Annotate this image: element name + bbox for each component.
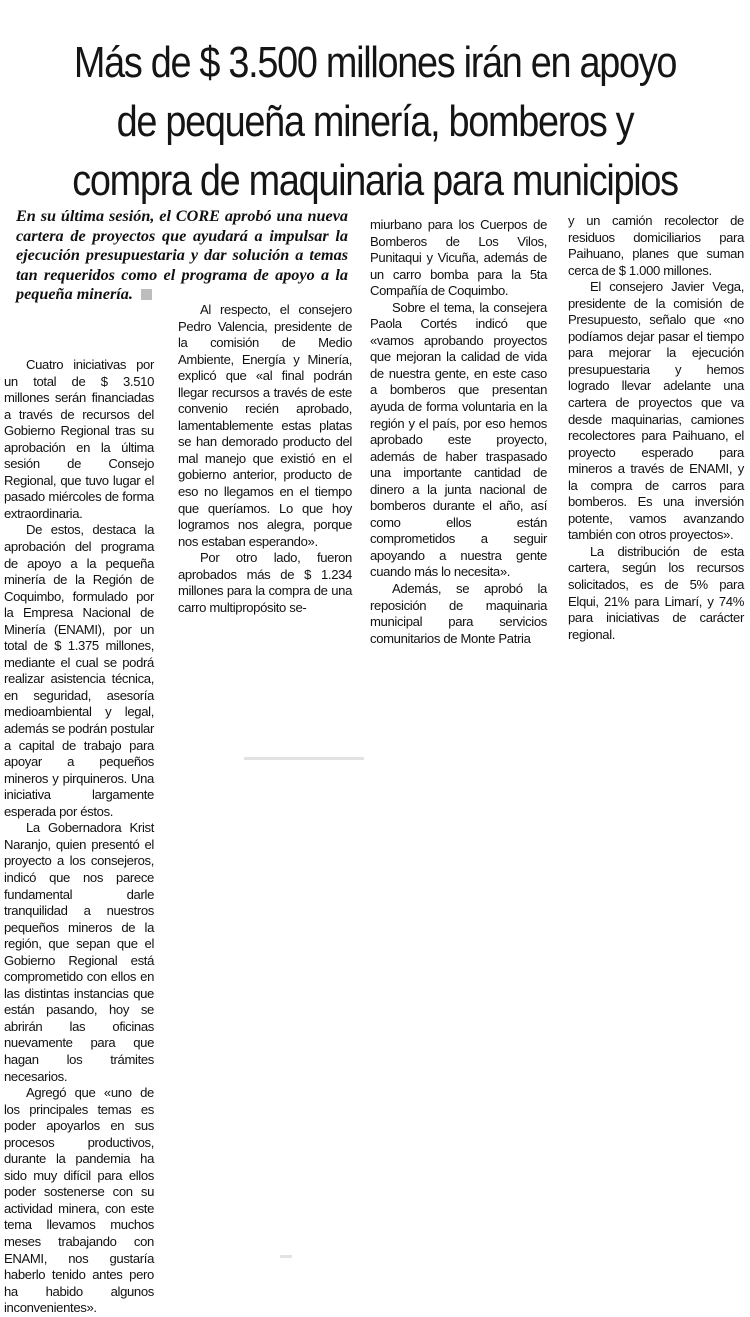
headline-line-3: compra de maquinaria para municipios [72,156,678,206]
article-column-3 [370,217,547,647]
print-artifact [244,757,364,760]
paragraph: Por otro lado, fueron aprobados más de $ 1.234 millones para la compra de una carro multipropósito se- [178,550,352,615]
article-column-2 [178,302,352,616]
paragraph: Además, se aprobó la reposición de maquinaria municipal para servicios comunitarios de Monte Patria [370,581,547,646]
end-square-icon [141,289,152,300]
paragraph: miurbano para los Cuerpos de Bomberos de Los Vilos, Punitaqui y Vicuña, además de un carro bomba para la 5ta Compañía de Coquimbo. [370,217,547,299]
paragraph: La distribución de esta cartera, según los recursos solicitados, es de 5% para Elqui, 21% para Limarí, y 74% para iniciativas de carácter regional. [568,543,744,642]
paragraph: Cuatro iniciativas por un total de $ 3.510 millones serán financiadas a través de recursos del Gobierno Regional tras su aprobación en la última sesión de Consejo Regional, que tuvo lugar el pasado miércoles de forma extraordinaria. [4,357,154,521]
paragraph: y un camión recolector de residuos domiciliarios para Paihuano, planes que suman cerca de $ 1.000 millones. [568,213,744,278]
paragraph: Agregó que «uno de los principales temas es poder apoyarlos en sus procesos productivos, durante la pandemia ha sido muy difícil para ellos poder sostenerse con su actividad minera, con este tema llevamos muchos meses trabajando con ENAMI, nos gustaría haberlo tenido antes pero ha habido algunos inconvenientes». [4,1085,154,1316]
paragraph: Sobre el tema, la consejera Paola Cortés indicó que «vamos aprobando proyectos que mejoran la calidad de vida de nuestra gente, en este caso a bomberos que presentan ayuda de forma voluntaria en la región y el país, por eso hemos aprobado este proyecto, además de haber traspasado una importante cantidad de dinero a la junta nacional de bomberos durante el año, así como ellos están comprometidos a seguir apoyando a nuestra gente cuando más lo necesita». [370,299,547,580]
headline [53,33,698,210]
article-column-1 [4,357,154,1317]
paragraph: El consejero Javier Vega, presidente de la comisión de Presupuesto, señalo que «no podíamos dejar pasar el tiempo para mejorar la ejecución presupuestaria y hemos logrado llevar adelante una cartera de proyectos que va desde maquinarias, camiones recolectores para Paihuano, el proyecto esperado para mineros a través de ENAMI, y la compra de carros para bomberos. Es una inversión potente, vamos avanzando también con otros proyectos». [568,279,744,543]
headline-line-1: Más de $ 3.500 millones irán en apoyo [73,38,677,88]
print-artifact [280,1255,292,1258]
article-column-4 [568,213,744,643]
headline-line-2: de pequeña minería, bomberos y [116,97,634,147]
paragraph: La Gobernadora Krist Naranjo, quien presentó el proyecto a los consejeros, indicó que nos parece fundamental darle tranquilidad a nuestros pequeños mineros de la región, que sepan que el Gobierno Regional está comprometido con ellos en las distintas instancias que están pasando, hoy se abrirán las oficinas nuevamente para que hagan los trámites necesarios. [4,820,154,1084]
paragraph: Al respecto, el consejero Pedro Valencia, presidente de la comisión de Medio Ambiente, Energía y Minería, explicó que «al final podrán llegar recursos a través de este convenio recién aprobado, lamentablemente estas platas se han demorado producto del mal manejo que existió en el gobierno anterior, producto de eso no llegamos en el tiempo que queríamos. Lo que hoy logramos nos alegra, porque nos estaban esperando». [178,302,352,549]
lead-text: En su última sesión, el CORE aprobó una nueva cartera de proyectos que ayudará a impulsar la ejecución presupuestaria y dar solución a temas tan requeridos como el programa de apoyo a la pequeña minería. [16,207,348,304]
paragraph: De estos, destaca la aprobación del programa de apoyo a la pequeña minería de la Región de Coquimbo, formulado por la Empresa Nacional de Minería (ENAMI), por un total de $ 1.375 millones, mediante el cual se podrá realizar asistencia técnica, en seguridad, asesoría medioambiental y legal, además se podrán postular a capital de trabajo para apoyar a pequeños mineros y pirquineros. Una iniciativa largamente esperada por éstos. [4,522,154,819]
lead-paragraph [16,207,348,305]
